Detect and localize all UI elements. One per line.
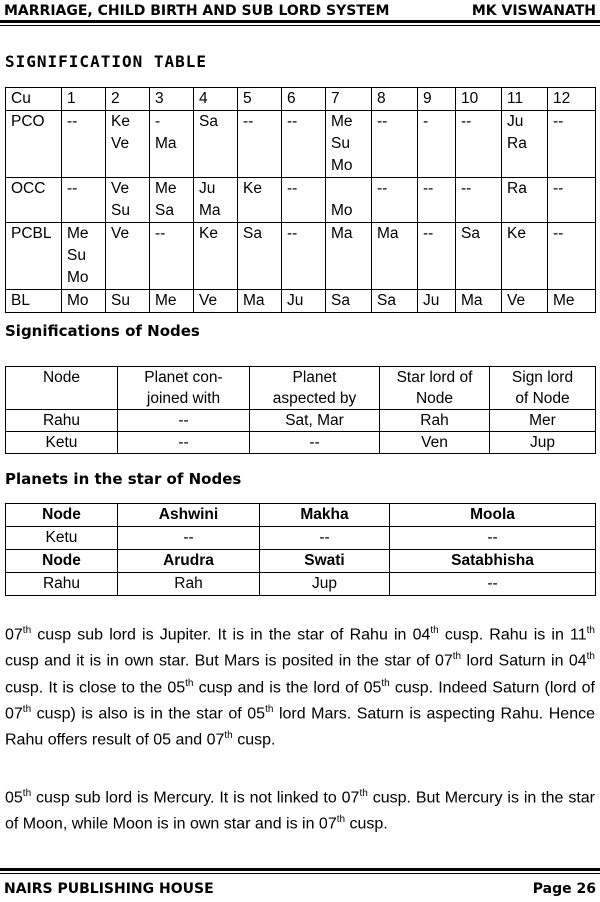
footer-rule — [0, 868, 600, 874]
table-cell: Ke — [502, 223, 548, 290]
table-cell: Sat, Mar — [250, 410, 380, 432]
table-cell: Mo — [62, 290, 106, 313]
ordinal-suffix: th — [22, 625, 32, 636]
table-cell: Sa — [194, 111, 238, 178]
table-cell: - Ma — [150, 111, 194, 178]
table-row — [6, 573, 596, 596]
table-cell: -- — [456, 178, 502, 223]
nodes-significations-table — [5, 366, 596, 454]
table-cell: Satabhisha — [390, 550, 596, 573]
table-cell: Arudra — [118, 550, 260, 573]
table-cell: Cu — [6, 88, 62, 111]
table-cell: -- — [118, 527, 260, 550]
footer-publisher: NAIRS PUBLISHING HOUSE — [4, 881, 214, 897]
table-cell: Me — [150, 290, 194, 313]
table-cell: Ve — [194, 290, 238, 313]
table-cell: Node — [6, 550, 118, 573]
table-cell: Jup — [260, 573, 390, 596]
table-cell: 11 — [502, 88, 548, 111]
table-cell: Ma — [326, 223, 372, 290]
table-cell: Me Sa — [150, 178, 194, 223]
table-cell: 6 — [282, 88, 326, 111]
paragraph-cusp-05 — [5, 783, 595, 836]
table-cell: Swati — [260, 550, 390, 573]
table-cell: Rah — [118, 573, 260, 596]
table-cell: 5 — [238, 88, 282, 111]
table-cell: PCBL — [6, 223, 62, 290]
table-row — [6, 223, 596, 290]
table-cell: -- — [62, 178, 106, 223]
paragraph-text: cusp sub lord is Mercury. It is not linked to 07 — [31, 789, 360, 807]
table-cell: Ma — [372, 223, 418, 290]
table-cell: Mo — [326, 178, 372, 223]
ordinal-suffix: th — [336, 814, 346, 826]
table-cell: -- — [118, 432, 250, 454]
table-cell: Ve — [106, 223, 150, 290]
table-cell: -- — [418, 178, 456, 223]
table-cell: Ve Su — [106, 178, 150, 223]
table-row — [6, 367, 596, 410]
ordinal-suffix: th — [22, 703, 32, 715]
table-row — [6, 410, 596, 432]
table-cell: Sa — [326, 290, 372, 313]
table-cell: Planet con- joined with — [118, 367, 250, 410]
paragraph-text: 07 — [5, 626, 23, 644]
table-cell: OCC — [6, 178, 62, 223]
table-cell: 4 — [194, 88, 238, 111]
table-cell: -- — [418, 223, 456, 290]
table-cell: Sa — [372, 290, 418, 313]
table-cell: Planet aspected by — [250, 367, 380, 410]
table-cell: Makha — [260, 504, 390, 527]
paragraph-text: lord Mars. Saturn is aspecting Rahu. Hence Rahu offers result of 05 and 07 — [5, 705, 595, 749]
planets-in-star-table — [5, 503, 596, 596]
table-cell: Ke — [238, 178, 282, 223]
table-cell: -- — [390, 573, 596, 596]
table-cell: Rahu — [6, 573, 118, 596]
table-row — [6, 504, 596, 527]
table-row — [6, 88, 596, 111]
table-cell: Ma — [238, 290, 282, 313]
table-cell: Me Su Mo — [326, 111, 372, 178]
table-row — [6, 290, 596, 313]
table-cell: Ve — [502, 290, 548, 313]
table-cell: Ju Ra — [502, 111, 548, 178]
table-row — [6, 527, 596, 550]
signification-table-title: SIGNIFICATION TABLE — [5, 52, 208, 71]
table-cell: -- — [548, 111, 596, 178]
ordinal-suffix: th — [185, 677, 194, 689]
table-cell: -- — [372, 178, 418, 223]
page-footer — [4, 878, 596, 900]
table-cell: Jup — [490, 432, 596, 454]
table-cell: Mer — [490, 410, 596, 432]
table-row — [6, 178, 596, 223]
table-cell: Ke — [194, 223, 238, 290]
table-row — [6, 432, 596, 454]
table-cell: Ma — [456, 290, 502, 313]
paragraph-text: lord Saturn in 04 — [461, 652, 587, 670]
paragraph-text: cusp) is also is in the star of 05 — [31, 705, 266, 723]
table-cell: Node — [6, 504, 118, 527]
table-cell: Moola — [390, 504, 596, 527]
table-cell: 8 — [372, 88, 418, 111]
table-cell: 9 — [418, 88, 456, 111]
table-cell: Me Su Mo — [62, 223, 106, 290]
table-cell: Sign lord of Node — [490, 367, 596, 410]
table-cell: -- — [260, 527, 390, 550]
table-cell: Star lord of Node — [380, 367, 490, 410]
table-cell: Ketu — [6, 527, 118, 550]
table-cell: -- — [548, 223, 596, 290]
table-cell: Node — [6, 367, 118, 410]
table-cell: -- — [282, 178, 326, 223]
paragraph-text: cusp. It is close to the 05 — [5, 678, 186, 696]
paragraph-text: 05 — [5, 789, 23, 807]
table-cell: Ke Ve — [106, 111, 150, 178]
ordinal-suffix: th — [586, 651, 595, 663]
table-cell: BL — [6, 290, 62, 313]
table-cell: 10 — [456, 88, 502, 111]
page-header — [4, 0, 596, 22]
nodes-significations-title: Significations of Nodes — [5, 322, 200, 340]
table-cell: -- — [456, 111, 502, 178]
paragraph-text: cusp and is the lord of 05 — [193, 678, 382, 696]
table-cell: 2 — [106, 88, 150, 111]
ordinal-suffix: th — [430, 625, 439, 636]
ordinal-suffix: th — [224, 730, 233, 742]
table-cell: PCO — [6, 111, 62, 178]
ordinal-suffix: th — [359, 788, 368, 799]
paragraph-text: cusp. Rahu is in 11 — [438, 626, 587, 644]
table-cell: Ju Ma — [194, 178, 238, 223]
paragraph-text: cusp. — [345, 815, 388, 833]
header-book-title: MARRIAGE, CHILD BIRTH AND SUB LORD SYSTEM — [4, 3, 390, 19]
paragraph-text: cusp. — [232, 731, 276, 749]
table-cell: Ra — [502, 178, 548, 223]
table-row — [6, 111, 596, 178]
table-row — [6, 550, 596, 573]
paragraph-cusp-07 — [5, 620, 595, 752]
ordinal-suffix: th — [452, 651, 462, 663]
table-cell: -- — [282, 223, 326, 290]
header-author: MK VISWANATH — [471, 3, 596, 19]
ordinal-suffix: th — [265, 703, 274, 715]
table-cell: 3 — [150, 88, 194, 111]
paragraph-text: cusp. Indeed Saturn (lord of 07 — [5, 678, 596, 723]
table-cell: Su — [106, 290, 150, 313]
table-cell: -- — [282, 111, 326, 178]
table-cell: -- — [62, 111, 106, 178]
table-cell: -- — [372, 111, 418, 178]
table-cell: 12 — [548, 88, 596, 111]
table-cell: Ven — [380, 432, 490, 454]
ordinal-suffix: th — [586, 625, 595, 636]
table-cell: Ketu — [6, 432, 118, 454]
signification-table — [5, 87, 596, 313]
ordinal-suffix: th — [381, 677, 390, 689]
table-cell: 1 — [62, 88, 106, 111]
table-cell: - — [418, 111, 456, 178]
table-cell: Ju — [418, 290, 456, 313]
paragraph-text: cusp sub lord is Jupiter. It is in the star of Rahu in 04 — [31, 626, 431, 644]
table-cell: Ju — [282, 290, 326, 313]
table-cell: Sa — [456, 223, 502, 290]
table-cell: -- — [150, 223, 194, 290]
paragraph-text: cusp. But Mercury is in the star of Moon, while Moon is in own star and is in 07 — [5, 789, 595, 833]
table-cell: Ashwini — [118, 504, 260, 527]
table-cell: -- — [238, 111, 282, 178]
header-rule — [0, 20, 600, 26]
table-cell: -- — [548, 178, 596, 223]
table-cell: Sa — [238, 223, 282, 290]
table-cell: 7 — [326, 88, 372, 111]
page-number: Page 26 — [532, 881, 596, 897]
table-cell: Rah — [380, 410, 490, 432]
table-cell: -- — [118, 410, 250, 432]
planets-in-star-title: Planets in the star of Nodes — [5, 470, 242, 488]
table-cell: Rahu — [6, 410, 118, 432]
table-cell: -- — [390, 527, 596, 550]
ordinal-suffix: th — [22, 788, 32, 799]
paragraph-text: cusp and it is in own star. But Mars is posited in the star of 07 — [5, 652, 453, 670]
table-cell: Me — [548, 290, 596, 313]
table-cell: -- — [250, 432, 380, 454]
